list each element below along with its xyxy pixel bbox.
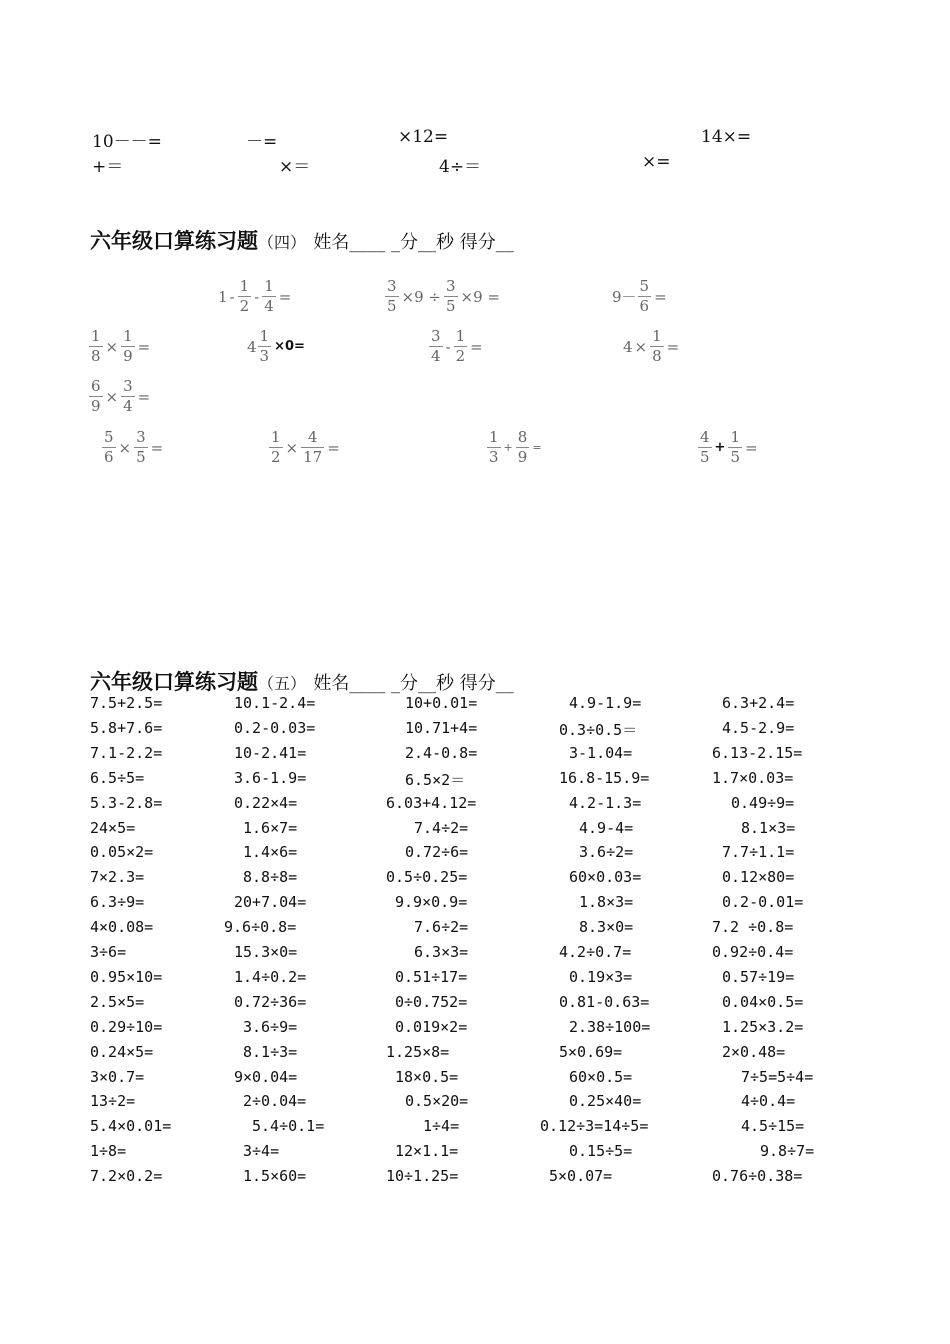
fraction-exercise-12: $\frac{4}{5}$ + $\frac{1}{5}$ = (700, 428, 758, 466)
exercise-cell: 0.04×0.5= (722, 992, 804, 1011)
exercise-cell: 0.5×20= (405, 1092, 469, 1111)
exercise-cell: 0.2-0.03= (234, 718, 316, 737)
exercise-cell: 7×2.3= (90, 868, 145, 887)
exercise-cell: 0.019×2= (395, 1017, 468, 1036)
exercise-cell: 5×0.07= (549, 1167, 613, 1186)
exercise-cell: 4×0.08= (90, 918, 154, 937)
exercise-cell: 6.5÷5= (90, 768, 145, 787)
section4-meta: 姓名____ _分__秒 得分__ (313, 232, 514, 253)
exercise-cell: 0.51÷17= (395, 967, 468, 986)
exercise-cell: 2×0.48= (722, 1042, 786, 1061)
exercise-cell: 3-1.04= (569, 743, 633, 762)
exercise-cell: 24×5= (90, 818, 136, 837)
exercise-cell: 1.7×0.03= (712, 768, 794, 787)
exercise-cell: 10-2.41= (234, 743, 307, 762)
exercise-cell: 9.8÷7= (760, 1142, 815, 1161)
exercise-cell: 6.5×2＝ (405, 770, 466, 789)
exercise-cell: 15.3×0= (234, 943, 298, 961)
exercise-cell: 10.1-2.4= (234, 694, 316, 712)
exercise-cell: 10÷1.25= (386, 1167, 459, 1186)
exercise-cell: 7.2×0.2= (90, 1167, 163, 1186)
exercise-cell: 5.4÷0.1= (252, 1117, 325, 1136)
section5-meta: 姓名____ _分__秒 得分__ (313, 673, 514, 694)
top-exercise-4: 14×= (701, 127, 752, 147)
section4-number: （四） (258, 233, 307, 252)
top-exercise-2: －= (246, 132, 278, 152)
exercise-cell: 16.8-15.9= (559, 768, 650, 787)
exercise-cell: 0÷0.752= (395, 992, 468, 1011)
top-exercise-1: 10－－= (92, 132, 162, 152)
exercise-cell: 9×0.04= (234, 1067, 298, 1086)
exercise-cell: 1.8×3= (579, 893, 634, 912)
exercise-cell: 1.25×3.2= (722, 1017, 804, 1036)
exercise-cell: 6.3+2.4= (722, 694, 795, 712)
exercise-cell: 1.5×60= (243, 1167, 307, 1186)
exercise-cell: 4.5÷15= (741, 1117, 805, 1136)
exercise-cell: 0.24×5= (90, 1042, 154, 1061)
exercise-cell: 9.6÷0.8= (224, 918, 297, 937)
exercise-cell: 6.3÷9= (90, 893, 145, 912)
exercise-cell: 0.22×4= (234, 793, 298, 812)
exercise-cell: 1.4×6= (243, 843, 298, 862)
exercise-cell: 0.81-0.63= (559, 992, 650, 1011)
exercise-cell: 7.6÷2= (414, 918, 469, 937)
exercise-cell: 0.3÷0.5＝ (559, 720, 638, 739)
exercise-cell: 7.4÷2= (414, 818, 469, 837)
section4-heading (90, 225, 514, 255)
exercise-cell: 7.2 ÷0.8= (712, 918, 794, 937)
exercise-cell: 7.5+2.5= (90, 694, 163, 712)
section5-title: 六年级口算练习题 (90, 670, 258, 694)
exercise-cell: 0.29÷10= (90, 1017, 163, 1036)
fraction-exercise-3: 9－ $\frac{5}{6}$ = (612, 277, 667, 315)
exercise-cell: 3×0.7= (90, 1067, 145, 1086)
exercise-cell: 18×0.5= (395, 1067, 459, 1086)
top-exercise-8: ×= (642, 152, 671, 172)
exercise-cell: 0.72÷36= (234, 992, 307, 1011)
exercise-cell: 0.5÷0.25= (386, 868, 468, 887)
exercise-cell: 60×0.5= (569, 1067, 633, 1086)
exercise-cell: 6.3×3= (414, 943, 469, 961)
exercise-cell: 3÷4= (243, 1142, 280, 1161)
exercise-cell: 0.12×80= (722, 868, 795, 887)
fraction-exercise-10: $\frac{1}{2}$ × $\frac{4}{17}$ = (271, 428, 340, 466)
fraction-exercise-8: $\frac{6}{9}$ × $\frac{3}{4}$ = (91, 377, 151, 415)
exercise-cell: 10.71+4= (405, 718, 478, 737)
exercise-cell: 8.1×3= (741, 818, 796, 837)
exercise-cell: 4.2÷0.7= (559, 943, 632, 961)
exercise-cell: 4.9-1.9= (569, 694, 642, 712)
exercise-cell: 2÷0.04= (243, 1092, 307, 1111)
exercise-cell: 2.4-0.8= (405, 743, 478, 762)
exercise-cell: 0.05×2= (90, 843, 154, 862)
top-exercise-7: 4÷＝ (439, 157, 482, 177)
exercise-cell: 12×1.1= (395, 1142, 459, 1161)
exercise-cell: 1.6×7= (243, 818, 298, 837)
exercise-cell: 8.8÷8= (243, 868, 298, 887)
exercise-cell: 7÷5=5÷4= (741, 1067, 814, 1086)
exercise-cell: 2.38÷100= (569, 1017, 651, 1036)
exercise-cell: 1÷4= (423, 1117, 460, 1136)
exercise-cell: 1.4÷0.2= (234, 967, 307, 986)
exercise-cell: 0.95×10= (90, 967, 163, 986)
fraction-exercise-11: $\frac{1}{3}$ + $\frac{8}{9}$ = (489, 428, 542, 466)
exercise-cell: 0.12÷3=14÷5= (540, 1117, 649, 1136)
exercise-cell: 0.92÷0.4= (712, 943, 794, 961)
exercise-cell: 0.49÷9= (731, 793, 795, 812)
top-exercise-3: ×12= (398, 127, 449, 147)
section5-heading (90, 666, 514, 696)
top-exercise-6: ×＝ (279, 157, 311, 177)
exercise-cell: 5.8+7.6= (90, 718, 163, 737)
exercise-cell: 0.15÷5= (569, 1142, 633, 1161)
exercise-cell: 0.2-0.01= (722, 893, 804, 912)
exercise-cell: 9.9×0.9= (395, 893, 468, 912)
fraction-exercise-5: 4 $\frac{1}{3}$ ×0= (247, 327, 305, 365)
fraction-exercise-6: $\frac{3}{4}$ - $\frac{1}{2}$ = (431, 327, 483, 365)
exercise-cell: 4÷0.4= (741, 1092, 796, 1111)
exercise-cell: 10+0.01= (405, 694, 478, 712)
exercise-cell: 2.5×5= (90, 992, 145, 1011)
exercise-cell: 60×0.03= (569, 868, 642, 887)
exercise-cell: 6.13-2.15= (712, 743, 803, 762)
exercise-cell: 3.6÷2= (579, 843, 634, 862)
exercise-cell: 8.1÷3= (243, 1042, 298, 1061)
exercise-cell: 7.1-2.2= (90, 743, 163, 762)
fraction-exercise-4: $\frac{1}{8}$ × $\frac{1}{9}$ = (91, 327, 151, 365)
exercise-cell: 0.76÷0.38= (712, 1167, 803, 1186)
exercise-cell: 13÷2= (90, 1092, 136, 1111)
exercise-cell: 1÷8= (90, 1142, 127, 1161)
exercise-cell: 7.7÷1.1= (722, 843, 795, 862)
exercise-cell: 1.25×8= (386, 1042, 450, 1061)
section5-number: （五） (258, 674, 307, 693)
fraction-exercise-7: 4 × $\frac{1}{8}$ = (623, 327, 680, 365)
exercise-cell: 4.5-2.9= (722, 718, 795, 737)
fraction-exercise-1: 1 - $\frac{1}{2}$ - $\frac{1}{4}$ = (218, 277, 292, 315)
exercise-cell: 4.2-1.3= (569, 793, 642, 812)
exercise-cell: 20+7.04= (234, 893, 307, 912)
exercise-cell: 3÷6= (90, 943, 127, 961)
exercise-cell: 6.03+4.12= (386, 793, 477, 812)
exercise-cell: 8.3×0= (579, 918, 634, 937)
exercise-cell: 5×0.69= (559, 1042, 623, 1061)
exercise-cell: 0.72÷6= (405, 843, 469, 862)
exercise-cell: 0.57÷19= (722, 967, 795, 986)
section4-title: 六年级口算练习题 (90, 229, 258, 253)
top-exercise-5: +＝ (92, 157, 124, 177)
exercise-cell: 0.19×3= (569, 967, 633, 986)
exercise-cell: 5.3-2.8= (90, 793, 163, 812)
exercise-cell: 0.25×40= (569, 1092, 642, 1111)
exercise-cell: 4.9-4= (579, 818, 634, 837)
exercise-cell: 3.6÷9= (243, 1017, 298, 1036)
fraction-exercise-2: $\frac{3}{5}$ ×9 ÷ $\frac{3}{5}$ ×9 = (387, 277, 500, 315)
fraction-exercise-9: $\frac{5}{6}$ × $\frac{3}{5}$ = (104, 428, 164, 466)
exercise-cell: 5.4×0.01= (90, 1117, 172, 1136)
exercise-cell: 3.6-1.9= (234, 768, 307, 787)
